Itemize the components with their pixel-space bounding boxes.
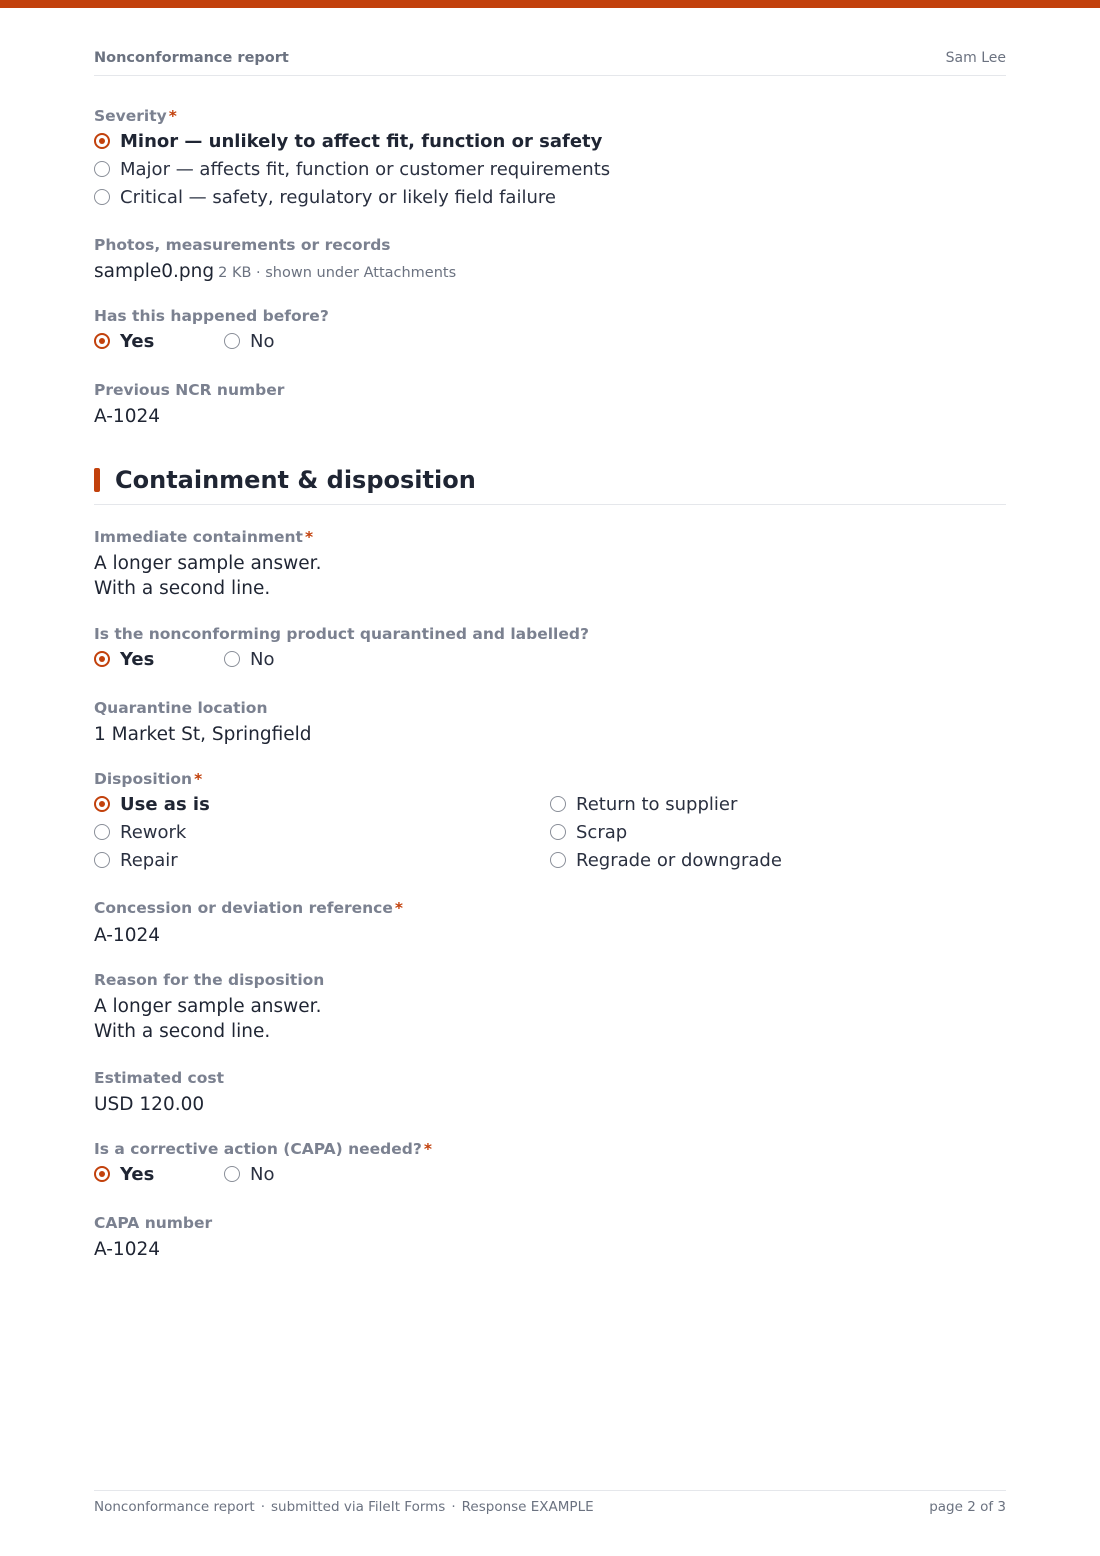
radio-unselected-icon	[224, 1166, 240, 1182]
happened-before-option-no: No	[224, 327, 354, 355]
happened-before-label: Has this happened before?	[94, 307, 329, 325]
respondent-name: Sam Lee	[945, 50, 1006, 66]
attachment-file-name: sample0.png	[94, 261, 215, 282]
quarantined-option-no: No	[224, 645, 354, 673]
footer-form-name: Nonconformance report	[94, 1499, 255, 1515]
severity-label: Severity *	[94, 107, 177, 125]
quarantine-location-field	[94, 698, 1006, 747]
attachment-file-meta: 2 KB · shown under Attachments	[218, 265, 457, 281]
photos-field	[94, 235, 1006, 286]
footer-submitted: submitted via FileIt Forms	[271, 1499, 446, 1515]
disposition-field	[94, 769, 1006, 874]
required-mark: *	[394, 899, 403, 917]
estimated-cost-value: USD 120.00	[94, 1094, 205, 1115]
capa-number-field	[94, 1213, 1006, 1262]
severity-option-critical: Critical — safety, regulatory or likely field failure	[94, 183, 1006, 211]
concession-value: A-1024	[94, 925, 161, 946]
section-containment-disposition	[94, 466, 1006, 505]
required-mark: *	[168, 107, 177, 125]
quarantined-field	[94, 624, 1006, 673]
section-title: Containment & disposition	[115, 466, 476, 494]
severity-option-major: Major — affects fit, function or customer requirements	[94, 155, 1006, 183]
capa-number-label: CAPA number	[94, 1214, 213, 1232]
radio-unselected-icon	[94, 852, 110, 868]
containment-field	[94, 527, 1006, 601]
radio-selected-icon	[94, 651, 110, 667]
footer-response: Response EXAMPLE	[461, 1499, 594, 1515]
disposition-option-repair: Repair	[94, 846, 550, 874]
estimated-cost-field	[94, 1068, 1006, 1117]
top-accent-bar	[0, 0, 1100, 8]
previous-ncr-label: Previous NCR number	[94, 381, 285, 399]
radio-unselected-icon	[550, 796, 566, 812]
previous-ncr-value: A-1024	[94, 406, 161, 427]
previous-ncr-field	[94, 380, 1006, 429]
disposition-label: Disposition *	[94, 770, 203, 788]
radio-unselected-icon	[94, 824, 110, 840]
radio-unselected-icon	[550, 852, 566, 868]
happened-before-field	[94, 306, 1006, 355]
footer-info: Nonconformance report · submitted via FileIt Forms · Response EXAMPLE	[94, 1499, 594, 1515]
capa-needed-option-no: No	[224, 1160, 354, 1188]
attachment-entry	[94, 259, 1006, 286]
severity-option-minor: Minor — unlikely to affect fit, function or safety	[94, 127, 1006, 155]
form-title: Nonconformance report	[94, 50, 289, 66]
radio-selected-icon	[94, 333, 110, 349]
disposition-option-use-as-is: Use as is	[94, 790, 550, 818]
capa-number-value: A-1024	[94, 1239, 161, 1260]
radio-selected-icon	[94, 133, 110, 149]
radio-selected-icon	[94, 1166, 110, 1182]
page-footer	[94, 1490, 1006, 1520]
reason-label: Reason for the disposition	[94, 971, 325, 989]
quarantined-option-yes: Yes	[94, 645, 224, 673]
disposition-option-scrap: Scrap	[550, 818, 1006, 846]
concession-field	[94, 898, 1006, 948]
radio-unselected-icon	[224, 333, 240, 349]
capa-needed-field	[94, 1139, 1006, 1188]
disposition-option-rework: Rework	[94, 818, 550, 846]
photos-label: Photos, measurements or records	[94, 236, 391, 254]
capa-needed-option-yes: Yes	[94, 1160, 224, 1188]
containment-label: Immediate containment *	[94, 528, 314, 546]
reason-value: A longer sample answer. With a second line.	[94, 996, 322, 1042]
quarantined-label: Is the nonconforming product quarantined and labelled?	[94, 625, 589, 643]
quarantine-location-value: 1 Market St, Springfield	[94, 724, 312, 745]
capa-needed-label: Is a corrective action (CAPA) needed? *	[94, 1140, 432, 1158]
disposition-option-return-to-supplier: Return to supplier	[550, 790, 1006, 818]
happened-before-option-yes: Yes	[94, 327, 224, 355]
radio-selected-icon	[94, 796, 110, 812]
containment-value: A longer sample answer. With a second line.	[94, 553, 322, 599]
radio-unselected-icon	[94, 161, 110, 177]
section-accent-bar	[94, 468, 100, 492]
estimated-cost-label: Estimated cost	[94, 1069, 225, 1087]
quarantine-location-label: Quarantine location	[94, 699, 268, 717]
required-mark: *	[423, 1140, 432, 1158]
radio-unselected-icon	[550, 824, 566, 840]
concession-label: Concession or deviation reference *	[94, 899, 403, 917]
required-mark: *	[304, 528, 314, 546]
page-number: page 2 of 3	[929, 1499, 1006, 1515]
page-header	[94, 48, 1006, 76]
radio-unselected-icon	[224, 651, 240, 667]
radio-unselected-icon	[94, 189, 110, 205]
disposition-option-regrade: Regrade or downgrade	[550, 846, 1006, 874]
required-mark: *	[194, 770, 203, 788]
severity-field	[94, 106, 1006, 211]
reason-field	[94, 970, 1006, 1044]
